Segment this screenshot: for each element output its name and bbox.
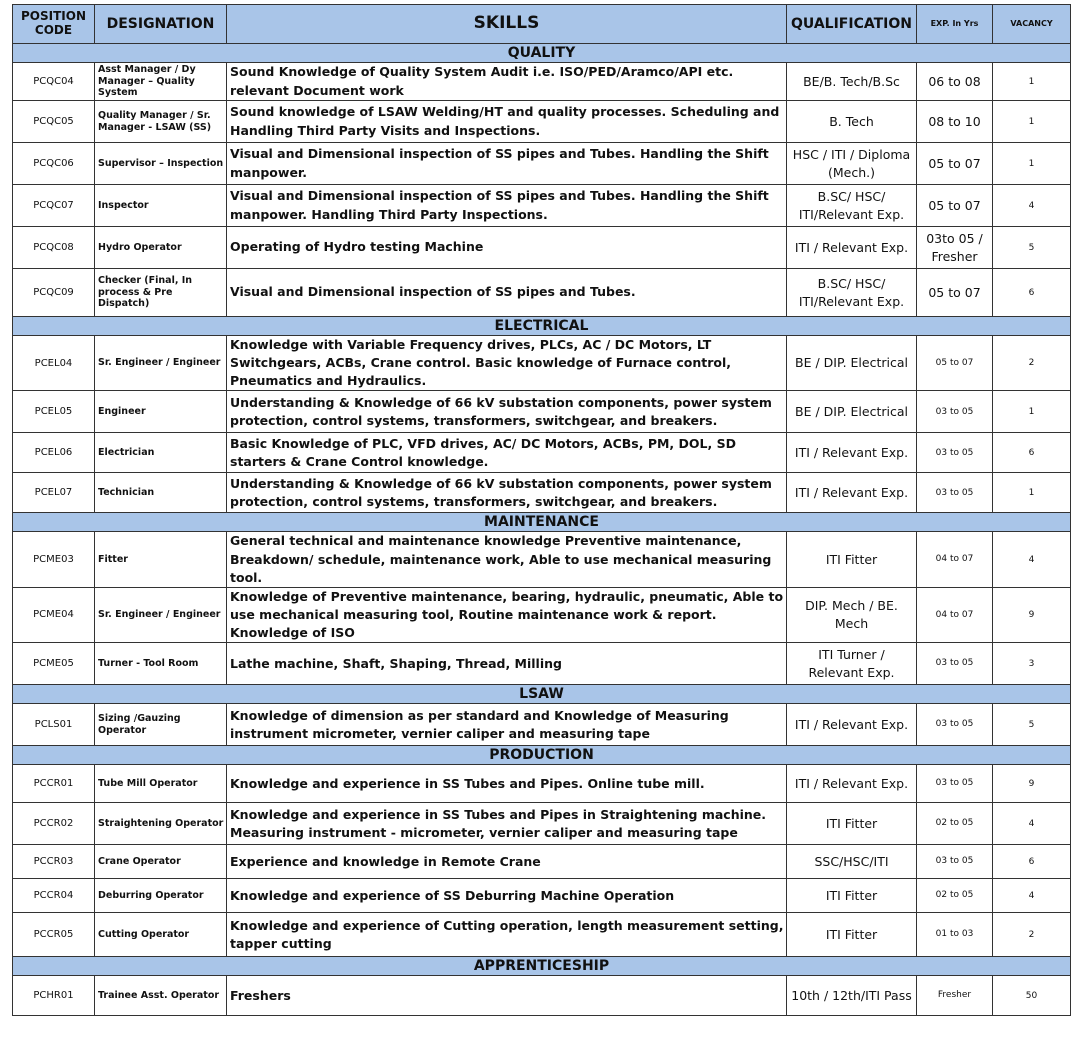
position-code-cell: PCCR02 bbox=[13, 803, 95, 845]
vacancy-cell: 1 bbox=[993, 143, 1071, 185]
skills-cell: Understanding & Knowledge of 66 kV substation components, power system protection, control systems, transformers, switchgear, and breakers. bbox=[227, 473, 787, 513]
skills-cell: Freshers bbox=[227, 976, 787, 1016]
position-code-cell: PCQC07 bbox=[13, 185, 95, 227]
header-skills: SKILLS bbox=[227, 5, 787, 44]
section-title: MAINTENANCE bbox=[13, 513, 1071, 532]
experience-cell: 03 to 05 bbox=[917, 433, 993, 473]
header-position-code: POSITION CODE bbox=[13, 5, 95, 44]
section-row bbox=[13, 44, 1071, 63]
designation-cell: Straightening Operator bbox=[95, 803, 227, 845]
table-row bbox=[13, 227, 1071, 269]
vacancy-cell: 4 bbox=[993, 532, 1071, 587]
table-row bbox=[13, 976, 1071, 1016]
designation-cell: Supervisor – Inspection bbox=[95, 143, 227, 185]
experience-cell: 08 to 10 bbox=[917, 101, 993, 143]
experience-cell: 06 to 08 bbox=[917, 63, 993, 101]
skills-cell: Sound Knowledge of Quality System Audit i.e. ISO/PED/Aramco/API etc. relevant Document work bbox=[227, 63, 787, 101]
position-code-cell: PCME04 bbox=[13, 587, 95, 642]
designation-cell: Engineer bbox=[95, 391, 227, 433]
qualification-cell: SSC/HSC/ITI bbox=[787, 845, 917, 879]
table-row bbox=[13, 704, 1071, 746]
experience-cell: 02 to 05 bbox=[917, 803, 993, 845]
skills-cell: General technical and maintenance knowledge Preventive maintenance, Breakdown/ schedule, maintenance work, Able to use mechanical measuring tool. bbox=[227, 532, 787, 587]
vacancy-cell: 6 bbox=[993, 269, 1071, 317]
designation-cell: Quality Manager / Sr. Manager - LSAW (SS) bbox=[95, 101, 227, 143]
experience-cell: 05 to 07 bbox=[917, 269, 993, 317]
experience-cell: 03 to 05 bbox=[917, 473, 993, 513]
header-qualification: QUALIFICATION bbox=[787, 5, 917, 44]
experience-cell: 03 to 05 bbox=[917, 643, 993, 685]
section-row bbox=[13, 513, 1071, 532]
table-row bbox=[13, 473, 1071, 513]
designation-cell: Hydro Operator bbox=[95, 227, 227, 269]
vacancy-cell: 5 bbox=[993, 704, 1071, 746]
table-row bbox=[13, 643, 1071, 685]
skills-cell: Lathe machine, Shaft, Shaping, Thread, Milling bbox=[227, 643, 787, 685]
experience-cell: 03 to 05 bbox=[917, 845, 993, 879]
vacancy-cell: 9 bbox=[993, 587, 1071, 642]
vacancy-cell: 6 bbox=[993, 845, 1071, 879]
skills-cell: Knowledge and experience in SS Tubes and Pipes in Straightening machine. Measuring instrument - micrometer, vernier caliper and measuring tape bbox=[227, 803, 787, 845]
experience-cell: 03 to 05 bbox=[917, 391, 993, 433]
designation-cell: Asst Manager / Dy Manager – Quality System bbox=[95, 63, 227, 101]
qualification-cell: BE / DIP. Electrical bbox=[787, 336, 917, 391]
table-body bbox=[13, 44, 1071, 1016]
vacancy-cell: 4 bbox=[993, 185, 1071, 227]
section-title: LSAW bbox=[13, 685, 1071, 704]
section-title: APPRENTICESHIP bbox=[13, 957, 1071, 976]
designation-cell: Checker (Final, In process & Pre Dispatch) bbox=[95, 269, 227, 317]
header-row bbox=[13, 5, 1071, 44]
skills-cell: Operating of Hydro testing Machine bbox=[227, 227, 787, 269]
position-code-cell: PCEL06 bbox=[13, 433, 95, 473]
experience-cell: 02 to 05 bbox=[917, 879, 993, 913]
table-row bbox=[13, 532, 1071, 587]
designation-cell: Fitter bbox=[95, 532, 227, 587]
vacancy-cell: 2 bbox=[993, 913, 1071, 957]
position-code-cell: PCQC05 bbox=[13, 101, 95, 143]
designation-cell: Sr. Engineer / Engineer bbox=[95, 336, 227, 391]
experience-cell: Fresher bbox=[917, 976, 993, 1016]
skills-cell: Visual and Dimensional inspection of SS pipes and Tubes. Handling the Shift manpower. Handling Third Party Inspections. bbox=[227, 185, 787, 227]
header-experience: EXP. In Yrs bbox=[917, 5, 993, 44]
section-title: ELECTRICAL bbox=[13, 317, 1071, 336]
section-title: PRODUCTION bbox=[13, 746, 1071, 765]
qualification-cell: ITI / Relevant Exp. bbox=[787, 473, 917, 513]
skills-cell: Knowledge of dimension as per standard and Knowledge of Measuring instrument micrometer, vernier caliper and measuring tape bbox=[227, 704, 787, 746]
table-row bbox=[13, 63, 1071, 101]
designation-cell: Cutting Operator bbox=[95, 913, 227, 957]
position-code-cell: PCHR01 bbox=[13, 976, 95, 1016]
vacancy-table bbox=[12, 4, 1071, 1016]
position-code-cell: PCEL04 bbox=[13, 336, 95, 391]
position-code-cell: PCME05 bbox=[13, 643, 95, 685]
qualification-cell: ITI Turner / Relevant Exp. bbox=[787, 643, 917, 685]
qualification-cell: DIP. Mech / BE. Mech bbox=[787, 587, 917, 642]
table-row bbox=[13, 845, 1071, 879]
table-row bbox=[13, 269, 1071, 317]
section-title: QUALITY bbox=[13, 44, 1071, 63]
position-code-cell: PCQC09 bbox=[13, 269, 95, 317]
designation-cell: Turner - Tool Room bbox=[95, 643, 227, 685]
skills-cell: Visual and Dimensional inspection of SS pipes and Tubes. Handling the Shift manpower. bbox=[227, 143, 787, 185]
designation-cell: Inspector bbox=[95, 185, 227, 227]
qualification-cell: BE / DIP. Electrical bbox=[787, 391, 917, 433]
position-code-cell: PCEL05 bbox=[13, 391, 95, 433]
skills-cell: Basic Knowledge of PLC, VFD drives, AC/ DC Motors, ACBs, PM, DOL, SD starters & Crane Control knowledge. bbox=[227, 433, 787, 473]
position-code-cell: PCCR01 bbox=[13, 765, 95, 803]
skills-cell: Knowledge and experience of SS Deburring Machine Operation bbox=[227, 879, 787, 913]
qualification-cell: 10th / 12th/ITI Pass bbox=[787, 976, 917, 1016]
skills-cell: Knowledge and experience of Cutting operation, length measurement setting, tapper cutting bbox=[227, 913, 787, 957]
vacancy-cell: 6 bbox=[993, 433, 1071, 473]
section-row bbox=[13, 317, 1071, 336]
vacancy-cell: 4 bbox=[993, 803, 1071, 845]
position-code-cell: PCEL07 bbox=[13, 473, 95, 513]
vacancy-cell: 2 bbox=[993, 336, 1071, 391]
experience-cell: 04 to 07 bbox=[917, 587, 993, 642]
position-code-cell: PCCR03 bbox=[13, 845, 95, 879]
qualification-cell: ITI / Relevant Exp. bbox=[787, 433, 917, 473]
table-row bbox=[13, 336, 1071, 391]
experience-cell: 03 to 05 bbox=[917, 704, 993, 746]
skills-cell: Sound knowledge of LSAW Welding/HT and quality processes. Scheduling and Handling Third Party Visits and Inspections. bbox=[227, 101, 787, 143]
qualification-cell: BE/B. Tech/B.Sc bbox=[787, 63, 917, 101]
table-row bbox=[13, 433, 1071, 473]
table-row bbox=[13, 587, 1071, 642]
header-designation: DESIGNATION bbox=[95, 5, 227, 44]
qualification-cell: B.SC/ HSC/ ITI/Relevant Exp. bbox=[787, 185, 917, 227]
table-row bbox=[13, 185, 1071, 227]
qualification-cell: ITI / Relevant Exp. bbox=[787, 227, 917, 269]
designation-cell: Technician bbox=[95, 473, 227, 513]
designation-cell: Deburring Operator bbox=[95, 879, 227, 913]
table-row bbox=[13, 143, 1071, 185]
vacancy-cell: 9 bbox=[993, 765, 1071, 803]
qualification-cell: B.SC/ HSC/ ITI/Relevant Exp. bbox=[787, 269, 917, 317]
table-row bbox=[13, 803, 1071, 845]
position-code-cell: PCQC04 bbox=[13, 63, 95, 101]
experience-cell: 03to 05 / Fresher bbox=[917, 227, 993, 269]
skills-cell: Knowledge with Variable Frequency drives, PLCs, AC / DC Motors, LT Switchgears, ACBs, Crane control. Basic knowledge of Furnace control, Pneumatics and Hydraulics. bbox=[227, 336, 787, 391]
experience-cell: 01 to 03 bbox=[917, 913, 993, 957]
qualification-cell: ITI Fitter bbox=[787, 532, 917, 587]
section-row bbox=[13, 957, 1071, 976]
table-row bbox=[13, 765, 1071, 803]
position-code-cell: PCQC08 bbox=[13, 227, 95, 269]
designation-cell: Trainee Asst. Operator bbox=[95, 976, 227, 1016]
vacancy-cell: 1 bbox=[993, 101, 1071, 143]
qualification-cell: ITI Fitter bbox=[787, 803, 917, 845]
designation-cell: Crane Operator bbox=[95, 845, 227, 879]
experience-cell: 04 to 07 bbox=[917, 532, 993, 587]
skills-cell: Knowledge and experience in SS Tubes and Pipes. Online tube mill. bbox=[227, 765, 787, 803]
qualification-cell: HSC / ITI / Diploma (Mech.) bbox=[787, 143, 917, 185]
vacancy-cell: 5 bbox=[993, 227, 1071, 269]
experience-cell: 05 to 07 bbox=[917, 185, 993, 227]
section-row bbox=[13, 746, 1071, 765]
designation-cell: Sizing /Gauzing Operator bbox=[95, 704, 227, 746]
qualification-cell: ITI / Relevant Exp. bbox=[787, 704, 917, 746]
vacancy-cell: 4 bbox=[993, 879, 1071, 913]
qualification-cell: ITI / Relevant Exp. bbox=[787, 765, 917, 803]
vacancy-cell: 1 bbox=[993, 391, 1071, 433]
position-code-cell: PCCR04 bbox=[13, 879, 95, 913]
experience-cell: 03 to 05 bbox=[917, 765, 993, 803]
designation-cell: Electrician bbox=[95, 433, 227, 473]
qualification-cell: ITI Fitter bbox=[787, 879, 917, 913]
table-row bbox=[13, 879, 1071, 913]
skills-cell: Experience and knowledge in Remote Crane bbox=[227, 845, 787, 879]
vacancy-sheet bbox=[12, 4, 1070, 1016]
position-code-cell: PCLS01 bbox=[13, 704, 95, 746]
table-row bbox=[13, 391, 1071, 433]
experience-cell: 05 to 07 bbox=[917, 336, 993, 391]
designation-cell: Sr. Engineer / Engineer bbox=[95, 587, 227, 642]
qualification-cell: ITI Fitter bbox=[787, 913, 917, 957]
table-row bbox=[13, 913, 1071, 957]
position-code-cell: PCCR05 bbox=[13, 913, 95, 957]
experience-cell: 05 to 07 bbox=[917, 143, 993, 185]
skills-cell: Knowledge of Preventive maintenance, bearing, hydraulic, pneumatic, Able to use mechanical measuring tool, Routine maintenance work & report. Knowledge of ISO bbox=[227, 587, 787, 642]
position-code-cell: PCQC06 bbox=[13, 143, 95, 185]
vacancy-cell: 50 bbox=[993, 976, 1071, 1016]
skills-cell: Understanding & Knowledge of 66 kV substation components, power system protection, control systems, transformers, switchgear, and breakers. bbox=[227, 391, 787, 433]
skills-cell: Visual and Dimensional inspection of SS pipes and Tubes. bbox=[227, 269, 787, 317]
vacancy-cell: 1 bbox=[993, 63, 1071, 101]
designation-cell: Tube Mill Operator bbox=[95, 765, 227, 803]
header-vacancy: VACANCY bbox=[993, 5, 1071, 44]
qualification-cell: B. Tech bbox=[787, 101, 917, 143]
table-row bbox=[13, 101, 1071, 143]
vacancy-cell: 1 bbox=[993, 473, 1071, 513]
section-row bbox=[13, 685, 1071, 704]
position-code-cell: PCME03 bbox=[13, 532, 95, 587]
vacancy-cell: 3 bbox=[993, 643, 1071, 685]
